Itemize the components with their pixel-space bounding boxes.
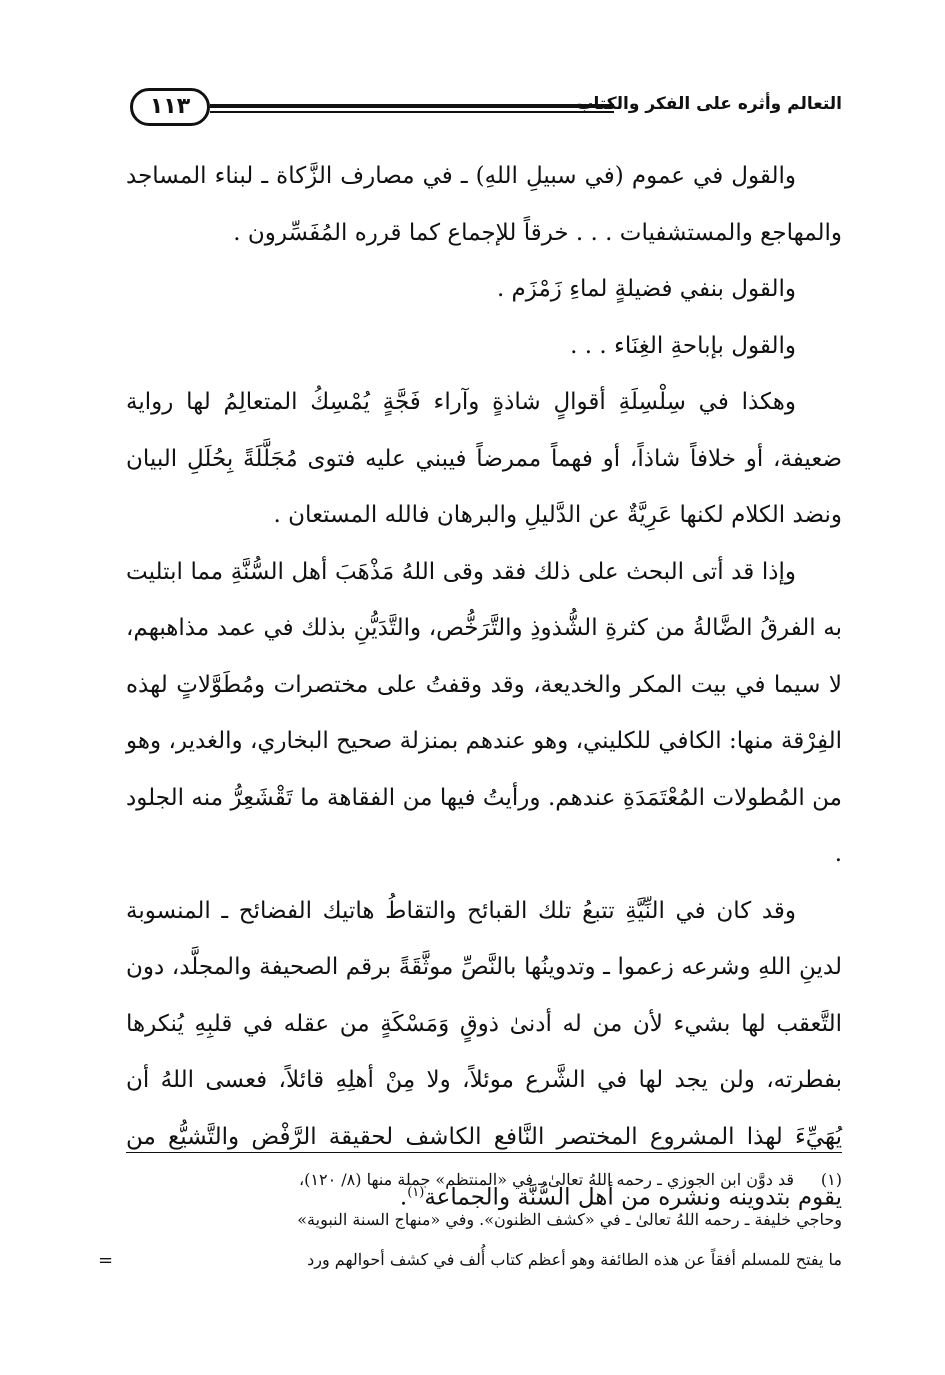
paragraph-3 xyxy=(126,318,842,375)
footnote-line xyxy=(98,1160,842,1200)
running-header xyxy=(130,88,842,132)
main-text xyxy=(126,148,842,1226)
page-number-badge: ١١٣ xyxy=(130,88,210,126)
footnotes xyxy=(98,1160,842,1280)
paragraph-4 xyxy=(126,374,842,544)
paragraph-text: والقول بإباحةِ الغِنَاء . . . xyxy=(570,332,796,359)
paragraph-end-mark: . xyxy=(399,1184,408,1211)
paragraph-text: والقول بنفي فضيلةٍ لماءِ زَمْزَم . xyxy=(496,276,796,302)
footnote-separator xyxy=(126,1152,842,1153)
paragraph-text: وقد كان في النِّيَّةِ تتبعُ تلك القبائح والتقاطُ هاتيك الفضائح ـ المنسوبة لدينِ اللهِ وشرعه زعموا ـ وتدوينُها بالنَّصِّ موثَّقَةً برقم الصحيفة والمجلَّد، دون التَّعقب لها بشيء لأن من له أدنىٰ ذوقٍ وَمَسْكَةٍ من عقله في قلبِهِ يُنكرها بفطرته، ولن يجد لها في الشَّرع موئلاً، ولا مِنْ أهلِهِ قائلاً، فعسى اللهُ أن يُهَيِّءَ لهذا المشروع المختصر النَّافع الكاشف لحقيقة الرَّفْض والتَّشيُّع من يقوم بتدوينه ونشره من أهل السُّنَّة والجماعة xyxy=(126,897,842,1211)
footnote-text: ما يفتح للمسلم أفقاً عن هذه الطائفة وهو أعظم كتاب أُلف في كشف أحوالهم ورد xyxy=(307,1250,842,1269)
footnote-line xyxy=(98,1240,842,1280)
footnote-marker: (١) xyxy=(820,1170,842,1189)
footnote-reference[interactable]: (١) xyxy=(407,1185,425,1200)
footnote-line xyxy=(98,1200,842,1240)
paragraph-2 xyxy=(126,261,842,318)
header-rule-thick xyxy=(210,104,614,108)
running-title: التعالم وأثره على الفكر والكتاب xyxy=(576,94,842,114)
paragraph-text: وإذا قد أتى البحث على ذلك فقد وقى اللهُ مَذْهَبَ أهل السُّنَّةِ مما ابتليت به الفرقُ الضَّالةُ من كثرةِ الشُّذوذِ والتَّرَخُّص، والتَّدَيُّنِ بذلك في عمد مذاهبهم، لا سيما في بيت المكر والخديعة، وقد وقفتُ على مختصرات ومُطَوَّلاتٍ لهذه الفِرْقة منها: الكافي للكليني، وهو عندهم بمنزلة صحيح البخاري، والغدير، وهو من المُطولات المُعْتَمَدَةِ عندهم. ورأيتُ فيها من الفقاهة ما تَقْشَعِرُّ منه الجلود . xyxy=(126,558,842,867)
footnote-continuation-mark: = xyxy=(98,1250,114,1271)
paragraph-text: وهكذا في سِلْسِلَةِ أقوالٍ شاذةٍ وآراء فَجَّةٍ يُمْسِكُ المتعالِمُ لها رواية ضعيفة، أو خلافاً شاذاً، أو فهماً ممرضاً فيبني عليه فتوى مُجَلَّلَةً بِحُلَلِ البيان ونضد الكلام لكنها عَرِيَّةٌ عن الدَّليلِ والبرهان فالله المستعان . xyxy=(126,389,842,528)
paragraph-5 xyxy=(126,544,842,883)
header-rule-thin xyxy=(210,111,614,113)
header-rule xyxy=(210,100,614,116)
paragraph-1 xyxy=(126,148,842,261)
footnote-text: وحاجي خليفة ـ رحمه اللهُ تعالىٰ ـ في «كشف الظنون». وفي «منهاج السنة النبوية» xyxy=(297,1210,842,1229)
paragraph-text: والقول في عموم (في سبيلِ اللهِ) ـ في مصارف الزَّكاة ـ لبناء المساجد والمهاجع والمستشفيات . . . خرقاً للإجماع كما قرره المُفَسِّرون . xyxy=(126,163,842,246)
footnote-text: قد دوَّن ابن الجوزي ـ رحمه اللهُ تعالىٰ ـ في «المنتظم» جملة منها (٨/ ١٢٠)، xyxy=(298,1170,794,1189)
